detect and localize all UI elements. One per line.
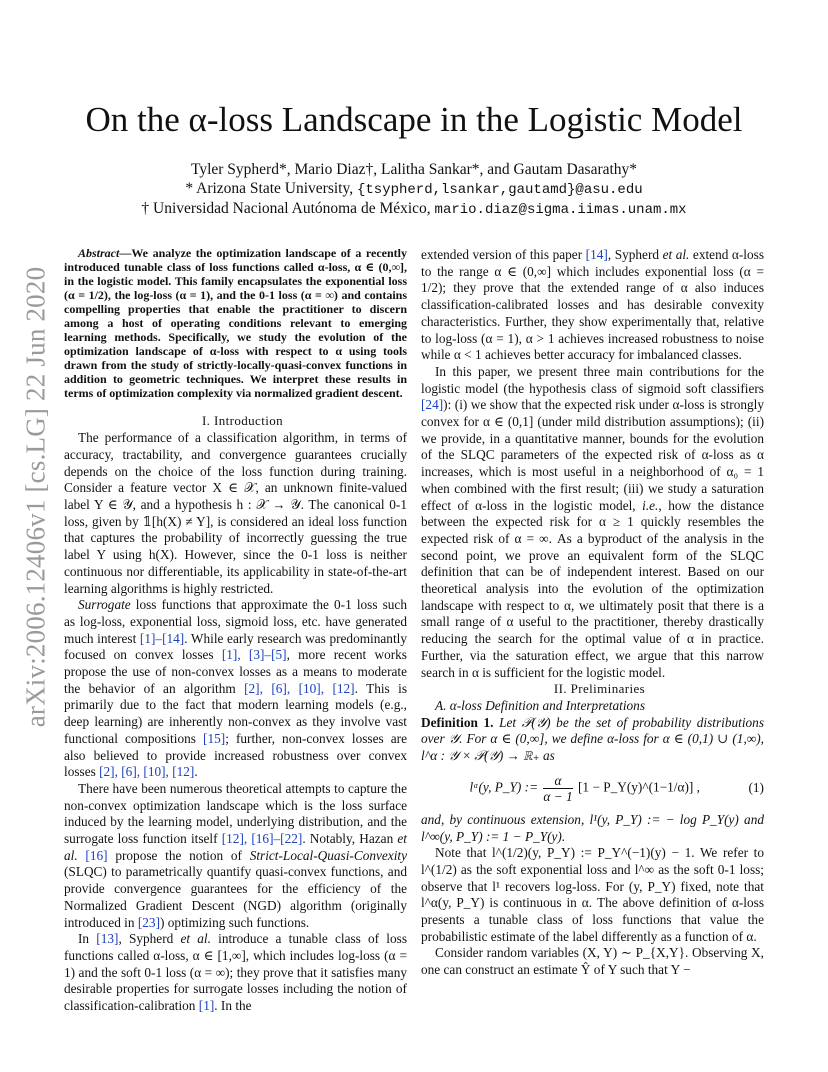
- equation-number: (1): [748, 779, 764, 795]
- citation-link[interactable]: [1]: [198, 998, 215, 1014]
- et-al-emph: et al.: [662, 247, 690, 262]
- definition-1: [421, 715, 764, 765]
- text-run: . While early research was predominantly focused on convex losses: [64, 630, 407, 663]
- arxiv-stamp: [14, 262, 58, 732]
- abstract-text: —We analyze the optimization landscape of a recently introduced tunable class of loss functions called α-loss, α ∈ (0,∞], in the logistic model. This family encapsulates the exponential loss (α = 1/2), the log-loss (α = 1), and the 0-1 loss (α = ∞) and contains compelling properties that enable the practitioner to discern among a host of operating conditions relevant to emerging learning methods. Specifically, we study the evolution of the optimization landscape of α-loss with respect to α using tools drawn from the study of strictly-locally-quasi-convex functions in addition to geometric techniques. We interpret these results in terms of optimization complexity via normalized gradient descent.: [64, 246, 407, 400]
- affiliation-2: [0, 199, 828, 220]
- slqc-emph: Strict-Local-Quasi-Convexity: [249, 847, 407, 863]
- paper-title: On the α-loss Landscape in the Logistic Model: [85, 100, 743, 139]
- ie-emph: i.e.: [642, 497, 659, 513]
- citation-link[interactable]: [15]: [203, 730, 226, 746]
- text-run: , Sypherd: [607, 247, 663, 262]
- affiliation-2-email[interactable]: mario.diaz@sigma.iimas.unam.mx: [434, 202, 687, 218]
- intro-paragraph-4: [64, 931, 407, 1015]
- right-paragraph-3: Note that l^(1/2)(y, P_Y) := P_Y^(−1)(y) − 1. We refer to l^(1/2) as the soft exponential loss and l^∞ as the soft 0-1 loss; observe that l¹ recovers log-loss. For (y, P_Y) fixed, note that l^α(y, P_Y) is continuous in α. The above definition of α-loss presents a tunable class of loss functions that value the probabilistic estimate of the label differently as a function of α.: [421, 845, 764, 944]
- right-paragraph-4: Consider random variables (X, Y) ∼ P_{X,Y}. Observing X, one can construct an estimate Ŷ of Y such that Y −: [421, 945, 764, 978]
- citation-link[interactable]: [23]: [137, 914, 161, 930]
- affiliation-1: [0, 179, 828, 200]
- text-run: (SLQC) to parametrically quantify quasi-convex functions, and provide convergence guarantees for the efficiency of the Normalized Gradient Descent (NGD) algorithm (originally introduced in: [64, 864, 407, 930]
- text-run: .: [194, 764, 198, 780]
- text-run: , how the distance between the expected risk for α ≥ 1 quickly resembles the expected risk of α = ∞. As a byproduct of the analysis in the second point, we prove an equivalent form of the SLQC definition that can be of independent interest. Based on our theoretical analysis into the evolution of the optimization landscape with respect to α, we ultimately posit that there is a small range of α useful to the practitioner, thereby drastically reducing the search for the optimal value of α in practice. Further, via the saturation effect, we argue that this narrow search in α is sufficient for the logistic model.: [421, 497, 764, 680]
- right-paragraph-1: [421, 247, 764, 364]
- equation-lhs: lᵅ(y, P_Y) :=: [469, 779, 539, 795]
- abstract-label: Abstract: [78, 246, 120, 260]
- citation-link[interactable]: [1], [3]–[5]: [221, 647, 287, 663]
- intro-paragraph-2: [64, 597, 407, 781]
- equation-fraction: [543, 773, 572, 804]
- text-run: loss functions that approximate the 0-1 loss such as log-loss, exponential loss, sigmoid loss, etc. have generated much interest: [64, 597, 407, 646]
- affiliation-2-text: † Universidad Nacional Autónoma de México,: [141, 200, 435, 217]
- affiliation-1-email[interactable]: {tsypherd,lsankar,gautamd}@asu.edu: [356, 182, 643, 198]
- intro-paragraph-1: The performance of a classification algorithm, in terms of accuracy, tractability, and convergence guarantees crucially depends on the choice of the loss function during training. Consider a feature vector X ∈ 𝒳, an unknown finite-valued label Y ∈ 𝒴, and a hypothesis h : 𝒳 → 𝒴. The canonical 0-1 loss, given by 𝟙[h(X) ≠ Y], is considered an ideal loss function that captures the probability of incorrectly guessing the true label Y using h(X). However, since the 0-1 loss is neither continuous nor differentiable, its applicability in state-of-the-art learning algorithms is highly restricted.: [64, 430, 407, 596]
- section-heading-preliminaries: II. Preliminaries: [553, 681, 646, 697]
- citation-link[interactable]: [2], [6], [10], [12]: [244, 680, 355, 696]
- text-run: In this paper, we present three main contributions for the logistic model (the hypothesis class of sigmoid soft classifiers: [421, 363, 764, 396]
- citation-link[interactable]: [24]: [421, 397, 444, 413]
- abstract: [64, 247, 407, 400]
- definition-continuation: and, by continuous extension, l¹(y, P_Y) := − log P_Y(y) and l^∞(y, P_Y) := 1 − P_Y(y).: [421, 811, 764, 844]
- right-column: [421, 247, 764, 979]
- text-run: , more recent works propose the use of non-convex losses as a means to moderate the behavior of an algorithm: [64, 647, 407, 696]
- text-run: introduce a tunable class of loss functions called α-loss, α ∈ [1,∞], which includes log-loss (α = 1) and the soft 0-1 loss (α = ∞); they prove that it satisfies many desirable properties for surrogate losses including the notion of classification-calibration: [64, 931, 407, 1014]
- text-run: There have been numerous theoretical attempts to capture the non-convex optimization landscape which is the loss surface induced by the learning model, underlying distribution, and the surrogate loss function itself: [64, 780, 407, 847]
- citation-link[interactable]: [1]–[14]: [139, 630, 185, 646]
- surrogate-emph: Surrogate: [78, 597, 131, 613]
- citation-link[interactable]: [12], [16]–[22]: [221, 831, 303, 847]
- equation-rhs: [1 − P_Y(y)^(1−1/α)] ,: [577, 779, 700, 795]
- et-al-emph: et al.: [180, 931, 211, 947]
- text-run: , Sypherd: [118, 931, 181, 947]
- text-run: . In the: [214, 998, 252, 1014]
- et-al-emph: et al.: [64, 831, 407, 863]
- authors: Tyler Sypherd*, Mario Diaz†, Lalitha Sankar*, and Gautam Dasarathy*: [190, 161, 638, 178]
- fraction-numerator: α: [543, 773, 572, 789]
- text-run: ; further, non-convex losses are also believed to provide increased robustness over convex losses: [64, 730, 408, 780]
- text-run: ): (i) we show that the expected risk under α-loss is strongly convex for α ∈ (0,1] (under mild distribution assumptions); (ii) we provide, in a quantitative manner, bounds for the evolution of the SLQC parameters of the expected risk of α-loss as α increases, which is most useful in a neighborhood of α₀ = 1 when combined with the first result; (iii) we study a saturation effect of α-loss in the logistic model,: [421, 397, 764, 513]
- citation-link[interactable]: [16]: [77, 847, 108, 863]
- arxiv-id[interactable]: arXiv:2006.12406v1 [cs.LG] 22 Jun 2020: [20, 266, 51, 728]
- text-run: propose the notion of: [107, 847, 250, 863]
- text-run: extend α-loss to the range α ∈ (0,∞] which includes exponential loss (α = 1/2); they prove that the extended range of α also induces classification-calibrated losses and has desirable convexity characteristics. Further, they show experimentally that, relative to log-loss (α = 1), α > 1 achieves increased robustness to noise while α < 1 achieves better accuracy for imbalanced classes.: [421, 247, 764, 363]
- definition-label: Definition 1.: [421, 714, 494, 730]
- affiliation-1-text: * Arizona State University,: [185, 180, 357, 197]
- left-column: [64, 247, 407, 1015]
- citation-link[interactable]: [13]: [96, 931, 119, 947]
- text-run: . Notably, Hazan: [302, 831, 398, 847]
- text-run: ) optimizing such functions.: [160, 914, 310, 930]
- right-paragraph-2: [421, 364, 764, 681]
- intro-paragraph-3: [64, 781, 407, 931]
- equation-expression: [421, 773, 748, 804]
- text-run: extended version of this paper: [421, 247, 586, 262]
- section-heading-introduction: I. Introduction: [201, 413, 284, 429]
- subsection-heading-a: A. α-loss Definition and Interpretations: [435, 697, 645, 713]
- definition-text: Let 𝒫(𝒴) be the set of probability distributions over 𝒴. For α ∈ (0,∞], we define α-loss for α ∈ (0,1) ∪ (1,∞), l^α : 𝒴 × 𝒫(𝒴) → ℝ₊ as: [421, 714, 764, 764]
- citation-link[interactable]: [14]: [585, 247, 608, 262]
- text-run: In: [78, 931, 97, 947]
- fraction-denominator: α − 1: [543, 788, 573, 804]
- citation-link[interactable]: [2], [6], [10], [12]: [99, 764, 195, 780]
- text-run: . This is primarily due to the fact that modern learning models (e.g., deep learning) are inherently non-convex as they involve vast functional compositions: [64, 680, 408, 746]
- equation-1: [421, 773, 764, 804]
